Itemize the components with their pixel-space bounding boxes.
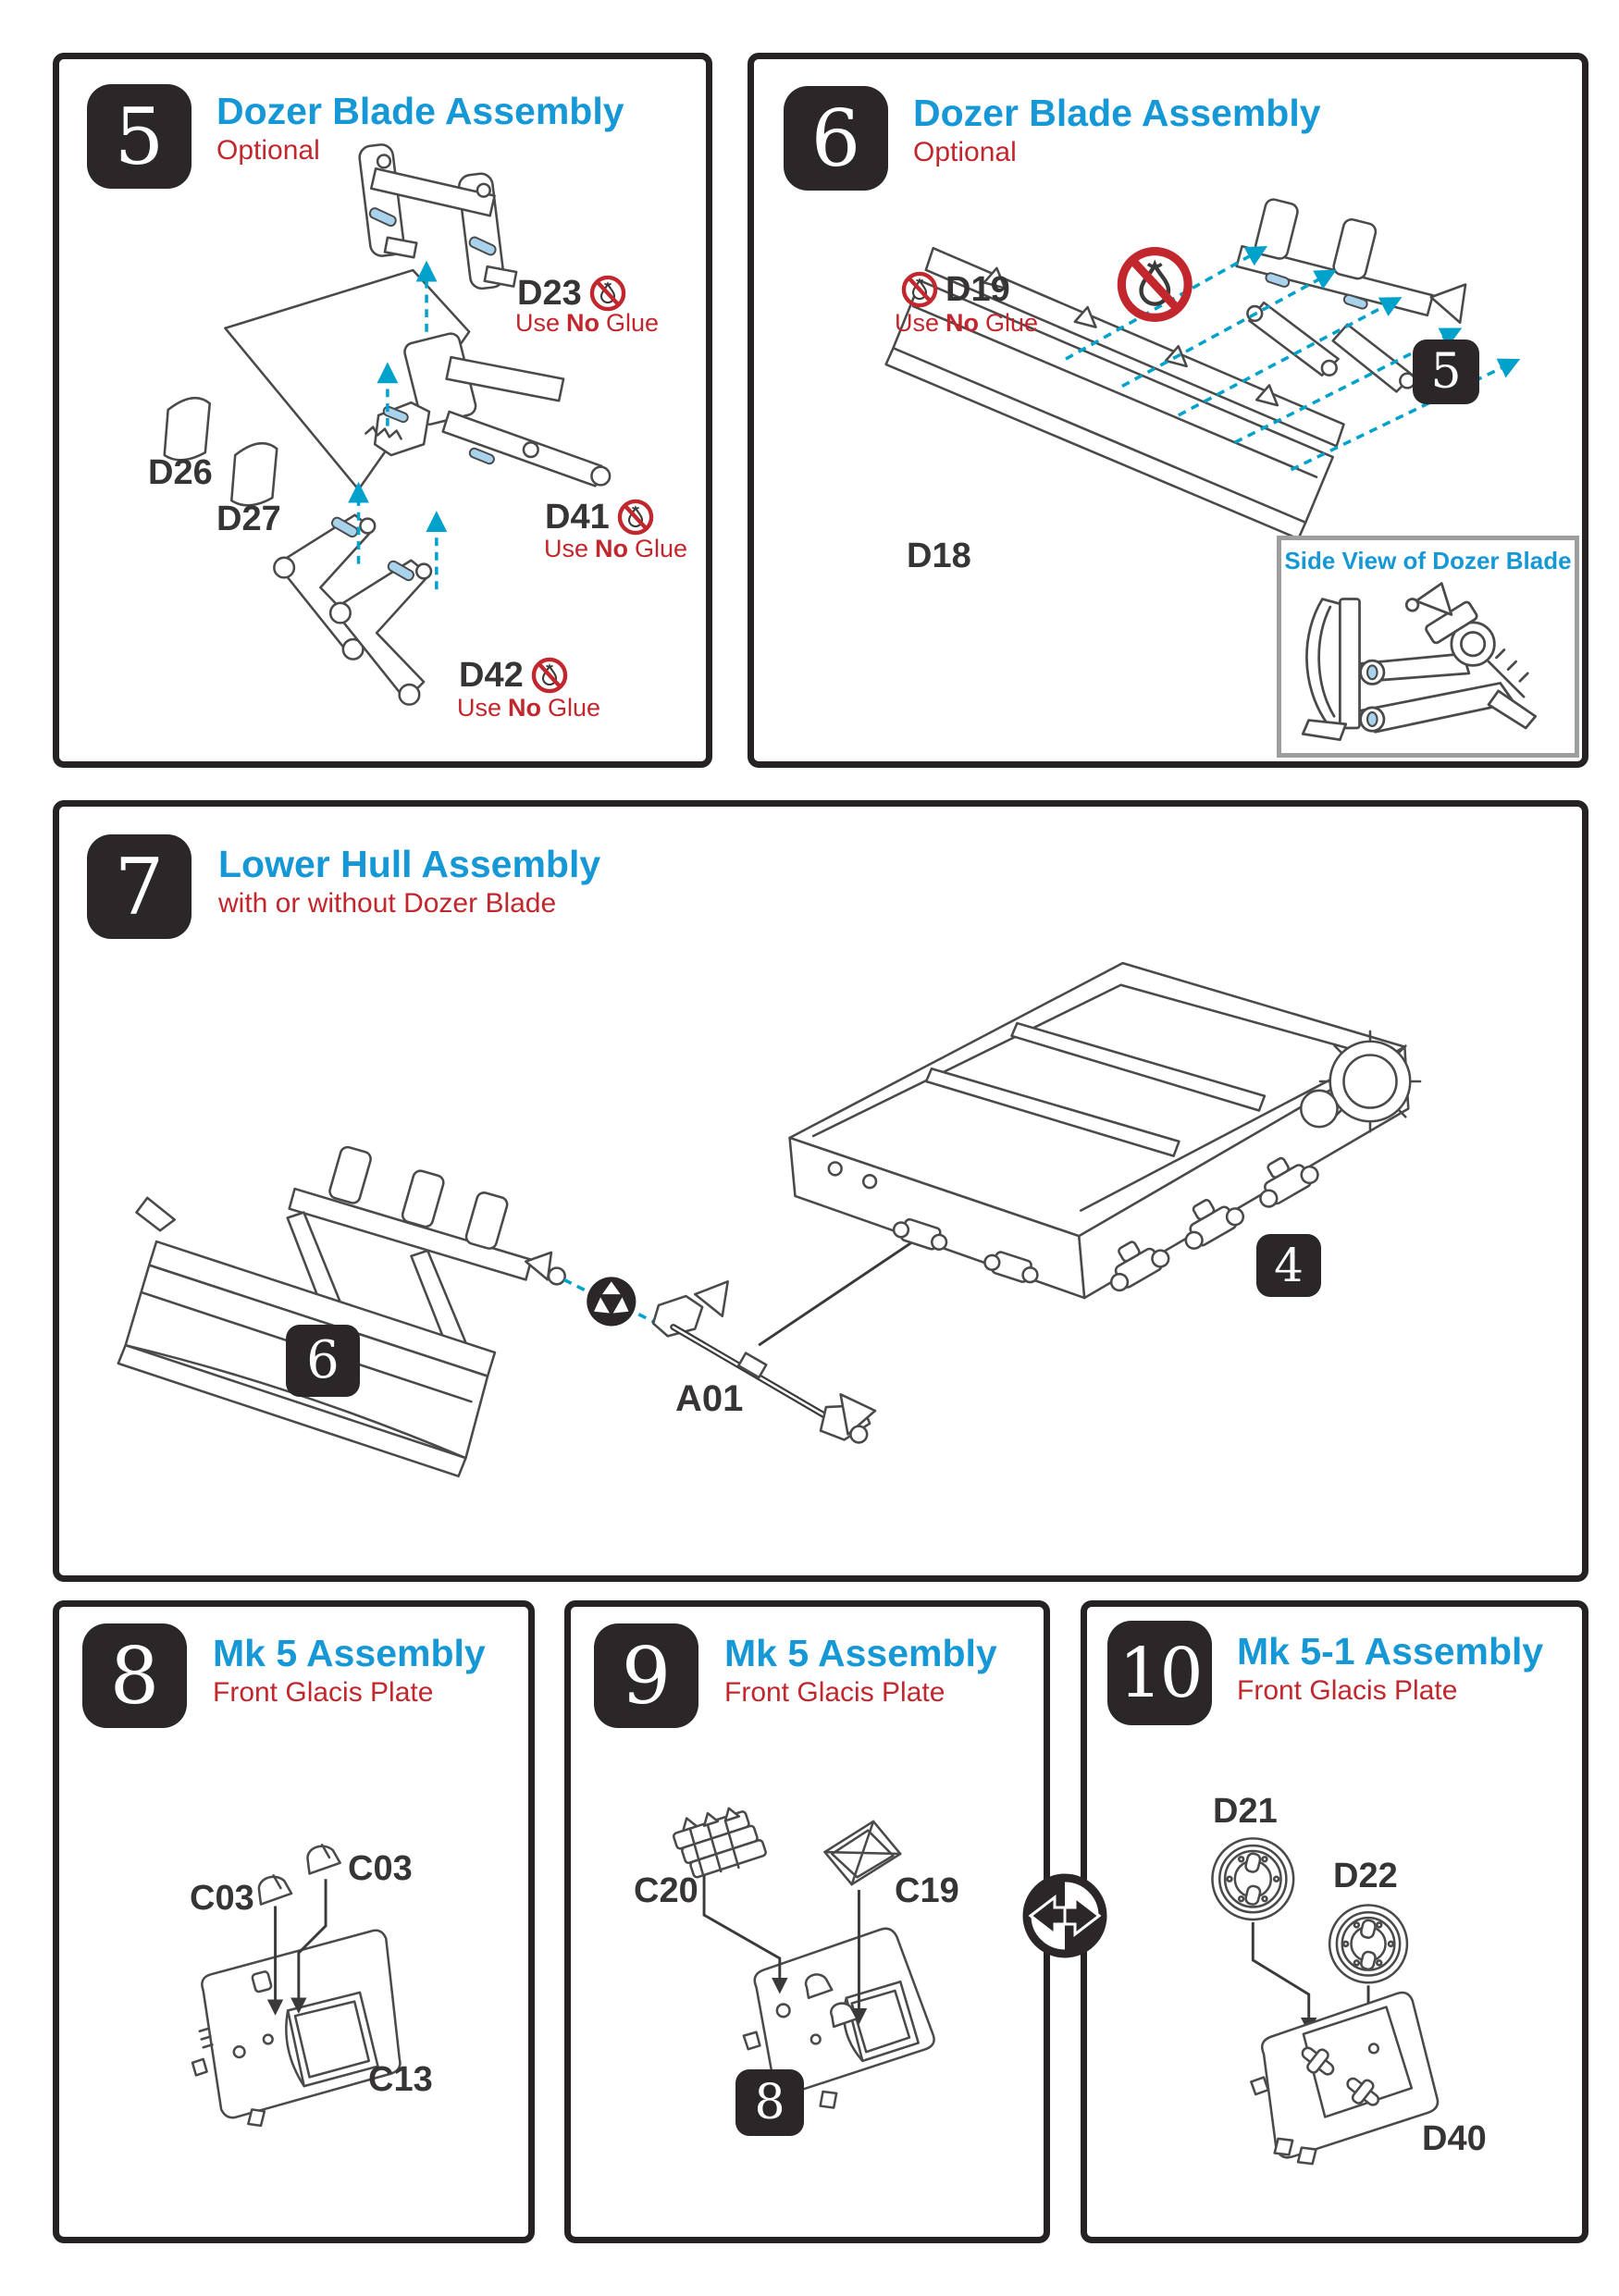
step-number: 7: [114, 841, 165, 932]
either-or-icon: [1021, 1872, 1108, 1959]
inset-title: Side View of Dozer Blade: [1284, 547, 1572, 574]
step-number-badge: [82, 1623, 187, 1728]
panel-step-5: [53, 53, 712, 768]
ref-step-number: 8: [754, 2075, 785, 2130]
part-label-c19: [895, 1873, 959, 1908]
part-label-a01: [675, 1380, 743, 1417]
dozer-blade-assembled: [118, 1145, 565, 1476]
part-code: D41: [545, 498, 610, 537]
lower-hull: [790, 963, 1421, 1298]
panel-step-9: [564, 1600, 1050, 2243]
part-code: D27: [216, 500, 281, 538]
ref-step-5-badge: [1413, 339, 1479, 404]
panel-title: Mk 5-1 Assembly: [1237, 1630, 1544, 1673]
part-code: D23: [517, 274, 582, 313]
step-number-badge: [87, 834, 192, 939]
panel-step-8: [53, 1600, 535, 2243]
step-number-badge: [1107, 1621, 1212, 1725]
step-number-badge: [594, 1623, 698, 1728]
panel-step-10: [1081, 1600, 1588, 2243]
panel-title: Dozer Blade Assembly: [913, 92, 1321, 134]
part-code: C03: [348, 1849, 413, 1888]
panel-title: Dozer Blade Assembly: [216, 90, 624, 132]
part-label-d23: [517, 274, 627, 313]
step-number-badge: [784, 86, 888, 191]
part-label-c20: [634, 1873, 698, 1908]
glacis-plate-d40: [1251, 1993, 1438, 2164]
panel-title: Mk 5 Assembly: [724, 1632, 997, 1674]
panel-subtitle: Front Glacis Plate: [724, 1676, 945, 1708]
no-glue-note: Use No Glue: [544, 535, 688, 562]
rotate-icon: [587, 1277, 636, 1326]
ref-step-number: 6: [306, 1330, 340, 1390]
step7-diagram: [59, 807, 1582, 1575]
panel-subtitle: Optional: [913, 136, 1017, 167]
d21-road-wheel: [1212, 1838, 1293, 1920]
no-glue-icon: [900, 270, 939, 309]
ref-step-4-badge: [1256, 1234, 1321, 1297]
panel-step-6: [748, 53, 1588, 768]
step-number: 8: [109, 1630, 160, 1722]
part-code: C19: [895, 1871, 959, 1910]
part-code: D26: [148, 453, 213, 492]
step-number: 5: [114, 91, 165, 182]
pivot-beam-assembly: [365, 332, 610, 487]
part-label-c13: [368, 2062, 433, 2097]
part-label-d22: [1333, 1858, 1398, 1894]
part-label-d27: [216, 501, 281, 537]
no-glue-icon: [530, 656, 569, 695]
panel-subtitle: Front Glacis Plate: [1237, 1674, 1458, 1706]
c03-lamp-parts: [259, 1845, 340, 1904]
no-glue-note: Use No Glue: [515, 309, 660, 337]
part-label-c03-left: [190, 1881, 254, 1916]
part-label-d40: [1422, 2121, 1487, 2156]
ref-step-6-badge: [286, 1325, 360, 1397]
part-label-c03-right: [348, 1851, 413, 1886]
part-code: C13: [368, 2060, 433, 2099]
no-glue-note: Use No Glue: [457, 694, 601, 722]
part-code: D19: [945, 270, 1010, 309]
dozer-blade-side-view: [1303, 584, 1535, 740]
no-glue-icon: [588, 274, 627, 313]
panel-step-7: [53, 800, 1588, 1582]
part-code: A01: [675, 1378, 744, 1419]
part-code: D21: [1213, 1792, 1278, 1831]
step-number-badge: [87, 84, 192, 189]
part-label-d41: [545, 498, 655, 537]
panel-title: Lower Hull Assembly: [218, 843, 601, 885]
part-code: D22: [1333, 1857, 1398, 1895]
step-number: 9: [621, 1630, 672, 1722]
panel-subtitle: Optional: [216, 134, 320, 166]
ref-step-number: 4: [1274, 1239, 1304, 1292]
no-glue-icon: [616, 498, 655, 537]
part-label-d42: [459, 656, 569, 695]
step-number: 6: [810, 93, 861, 184]
side-view-art: [1281, 575, 1575, 742]
panel-subtitle: with or without Dozer Blade: [218, 887, 557, 919]
part-code: D42: [459, 656, 524, 695]
part-label-d26: [148, 455, 213, 490]
ref-step-8-badge: [735, 2069, 804, 2136]
part-code: C03: [190, 1879, 254, 1918]
ref-step-number: 5: [1430, 344, 1462, 400]
part-label-d19: [900, 270, 1010, 309]
step-number: 10: [1118, 1633, 1201, 1713]
part-code: D40: [1422, 2119, 1487, 2158]
part-label-d18: [907, 538, 971, 574]
a-frame-arms: [274, 515, 431, 705]
part-label-d21: [1213, 1794, 1278, 1829]
no-glue-note: Use No Glue: [895, 309, 1039, 337]
part-code: C20: [634, 1871, 698, 1910]
d22-road-wheel: [1329, 1905, 1407, 1982]
panel-title: Mk 5 Assembly: [213, 1632, 486, 1674]
side-view-inset: [1277, 536, 1579, 758]
panel-subtitle: Front Glacis Plate: [213, 1676, 434, 1708]
c19-brace-part: [824, 1821, 900, 1884]
part-code: D18: [907, 537, 971, 575]
